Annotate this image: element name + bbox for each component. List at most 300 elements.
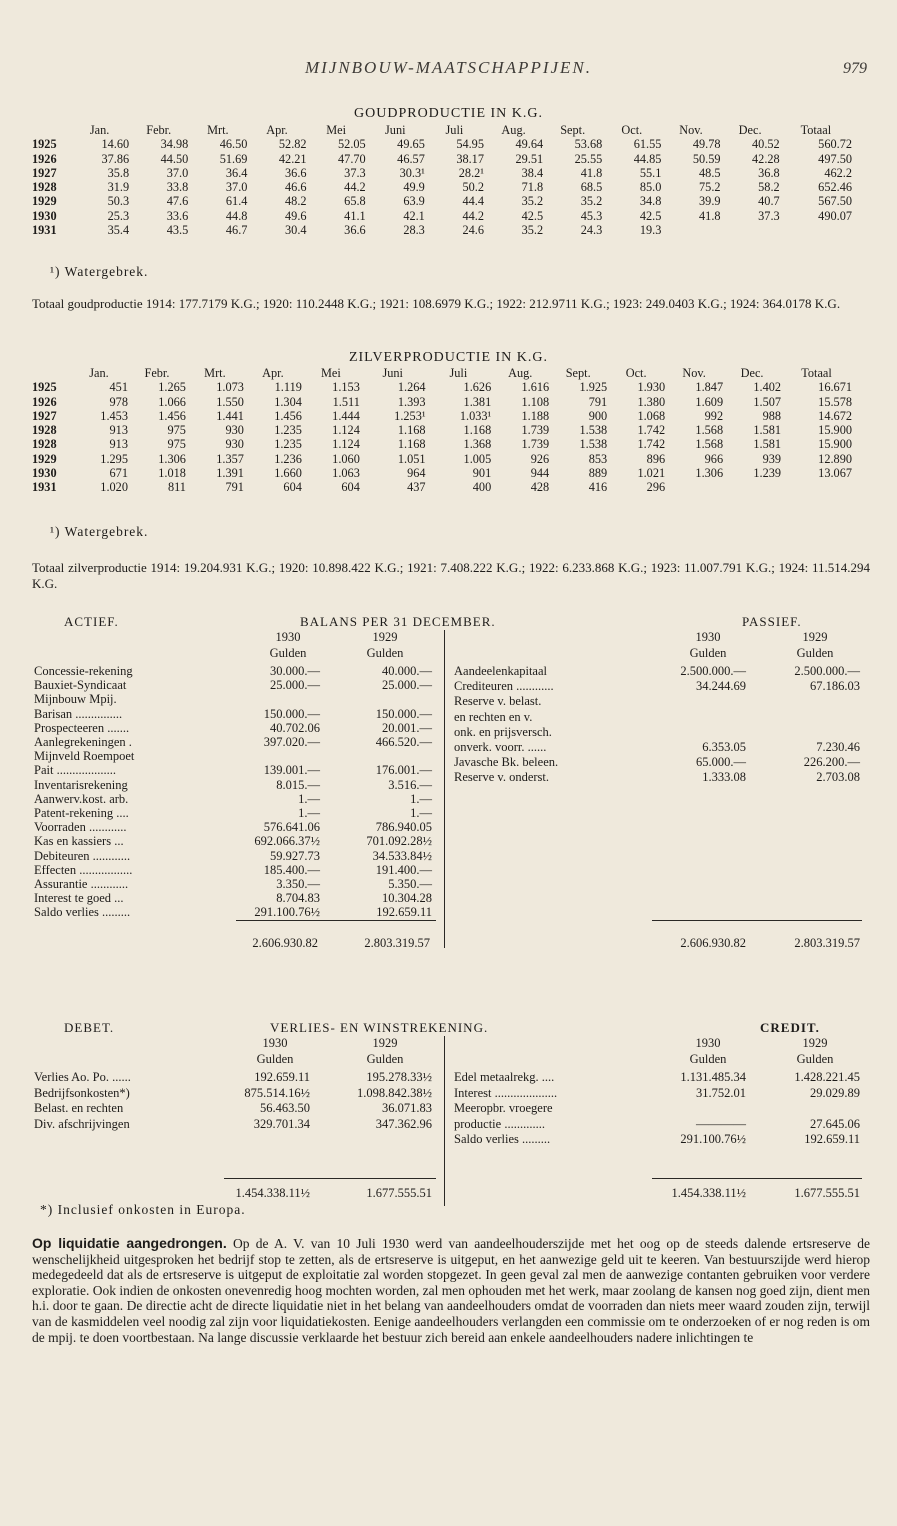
table-cell: 1.063: [332, 466, 360, 481]
ledger-row: [34, 707, 432, 721]
table-cell: 992: [704, 408, 724, 423]
table-cell: 35.8: [107, 165, 130, 180]
table-cell: 38.4: [521, 165, 544, 180]
table-row: [32, 166, 852, 180]
pnl-title: VERLIES- EN WINSTREKENING.: [270, 1020, 489, 1035]
pnl-year-1930-right: 1930: [695, 1036, 721, 1050]
ledger-value-1930: 34.244.69: [696, 679, 746, 694]
table-cell: 1.660: [274, 466, 302, 481]
table-cell: 567.50: [818, 194, 852, 209]
table-cell: 1.236: [274, 451, 302, 466]
paragraph-body: Op de A. V. van 10 Juli 1930 werd van aandeelhouderszijde met het oog op de steeds dalende ertsreserve de wenschelijkheid uitgesproken het bedrijf stop te zetten, als de ertsreserve is uitgeput, en het aanwezige geld uit te keeren. Van bestuurszijde werd hierop medegedeeld dat als de ertsreserve is uitgeput de exploitatie zal worden stopgezet. In geen geval zal men de aanwezige contanten gebruiken voor verdere exploratie. Ook indien de onkosten onevenredig hoog mochten worden, zal men ophouden met het werk, maar zoolang de kansen nog goed zijn, dient men h.i. door te gaan. De directie acht de directe liquidatie niet in het belang van aandeelhouders omdat de voorraden dan niets meer waard zouden zijn, terwijl van de kasmiddelen veel noodig zal zijn voor liquidatiekosten. Eenige aandeelhouders verlangden een commissie om te onderzoeken of er nog reden is om de mpij. te doen voortbestaan. Na lange discussie verklaarde het bestuur zich bereid aan enkele aandeelhouders nadere inlichtingen te: [32, 1236, 870, 1345]
ledger-label: Saldo verlies .........: [34, 905, 131, 920]
table-cell: 48.5: [699, 165, 721, 180]
pnl-unit-left-1: Gulden: [256, 1052, 294, 1066]
row-year: 1925: [32, 380, 57, 395]
ledger-value-1930: 1.—: [298, 791, 320, 806]
table-cell: 19.3: [639, 223, 662, 238]
table-cell: [661, 223, 720, 237]
pnl-footnote: *) Inclusief onkosten in Europa.: [40, 1202, 246, 1217]
ledger-label: Pait ...................: [34, 763, 116, 778]
table-cell: 1.108: [521, 394, 550, 409]
table-cell: 1.264: [397, 380, 426, 395]
ledger-label: Aanwerv.kost. arb.: [34, 791, 129, 806]
table-cell: [721, 223, 780, 237]
silver-column-header: Nov.: [682, 366, 706, 380]
table-cell: [780, 223, 852, 237]
table-cell: 889: [588, 466, 608, 481]
ledger-label: Div. afschrijvingen: [34, 1116, 130, 1131]
table-cell: 31.9: [107, 180, 130, 195]
pnl-unit-right-2: Gulden: [796, 1052, 834, 1066]
table-row: [32, 152, 852, 166]
gold-column-header: Mei: [326, 123, 347, 137]
table-cell: 25.3: [107, 208, 130, 223]
ledger-label: Patent-rekening ....: [34, 806, 129, 820]
ledger-label: Bedrijfsonkosten*): [34, 1085, 130, 1100]
table-cell: 913: [109, 423, 128, 438]
pnl-left-total-rule: [224, 1178, 436, 1179]
silver-column-header: Febr.: [144, 366, 170, 380]
page-header: [0, 58, 897, 86]
silver-totals: Totaal zilverproductie 1914: 19.204.931 K.G.; 1920: 10.898.422 K.G.; 1921: 7.408.222 K.G.; 1922: 6.233.868 K.G.; 1923: 11.007.791 K.G.; 1924: 11.514.294 K.G.: [32, 560, 870, 591]
table-cell: 1.265: [158, 380, 186, 395]
table-cell: 853: [588, 451, 608, 466]
balance-year-1929-right: 1929: [802, 630, 828, 644]
ledger-row: [34, 692, 432, 706]
balance-center-rule: [444, 630, 445, 948]
table-cell: 46.57: [397, 151, 425, 166]
table-cell: 42.5: [521, 208, 544, 223]
table-cell: 1.847: [695, 380, 724, 395]
ledger-value-1929: 466.520.—: [375, 735, 432, 749]
ledger-value-1929: 192.659.11: [376, 905, 432, 920]
row-year: 1930: [32, 466, 57, 481]
table-cell: 428: [530, 480, 550, 495]
table-row: [32, 423, 852, 437]
table-cell: 462.2: [824, 165, 852, 180]
table-cell: 14.60: [101, 137, 130, 152]
row-year: 1927: [32, 165, 57, 180]
table-cell: 15.900: [818, 423, 852, 438]
table-cell: 47.6: [166, 194, 189, 209]
ledger-value-1929: 150.000.—: [375, 706, 432, 721]
table-cell: 1.739: [521, 437, 550, 452]
ledger-label: Reserve v. belast.: [454, 694, 542, 709]
gold-production-title: GOUDPRODUCTIE IN K.G.: [354, 106, 543, 121]
table-cell: 1.168: [463, 423, 492, 438]
table-cell: 41.1: [344, 208, 366, 223]
table-row: [32, 180, 852, 194]
table-cell: 1.391: [216, 466, 244, 481]
ledger-value-1930: 30.000.—: [270, 664, 320, 678]
table-cell: [781, 480, 852, 494]
table-cell: 1.456: [158, 408, 186, 423]
ledger-value-1929: 10.304.28: [382, 891, 432, 906]
silver-header-row: [32, 366, 852, 380]
row-year: 1928: [32, 180, 57, 195]
ledger-row: [34, 792, 432, 806]
table-cell: 1.381: [463, 394, 492, 409]
ledger-row: [34, 905, 432, 919]
balance-right-total-rule: [652, 920, 862, 921]
gold-column-header: Aug.: [501, 123, 526, 137]
ledger-value-1929: 27.645.06: [810, 1116, 860, 1131]
ledger-value-1930: 40.702.06: [270, 720, 320, 735]
row-year: 1929: [32, 194, 57, 209]
table-cell: 1.153: [332, 380, 360, 395]
ledger-label: Aanlegrekeningen .: [34, 735, 132, 749]
table-cell: 58.2: [758, 180, 780, 195]
table-cell: 1.581: [753, 423, 782, 438]
table-cell: 1.742: [637, 423, 666, 438]
table-cell: 28.3: [403, 223, 425, 238]
table-cell: 975: [167, 423, 186, 438]
table-cell: 1.380: [637, 394, 666, 409]
silver-footnote: ¹) Watergebrek.: [50, 524, 149, 539]
silver-column-header: Juli: [449, 366, 468, 380]
ledger-label: onverk. voorr. ......: [454, 740, 547, 754]
table-cell: 560.72: [818, 137, 852, 152]
silver-header-blank: [32, 366, 70, 380]
table-cell: 46.50: [219, 137, 248, 152]
gold-column-header: Nov.: [679, 123, 703, 137]
ledger-value-1929: 25.000.—: [382, 678, 432, 693]
table-cell: 40.52: [752, 137, 780, 152]
ledger-label: Interest te goed ...: [34, 891, 124, 906]
ledger-label: Saldo verlies .........: [454, 1132, 551, 1146]
gold-column-header: Juni: [385, 123, 406, 137]
ledger-value-1929: 192.659.11: [804, 1132, 860, 1146]
table-cell: 45.3: [580, 208, 603, 223]
row-year: 1929: [32, 451, 57, 466]
table-cell: 30.3¹: [399, 165, 425, 180]
table-cell: 42.1: [403, 208, 425, 223]
table-cell: 52.82: [278, 137, 307, 152]
table-cell: 34.98: [160, 137, 189, 152]
table-cell: 930: [225, 423, 244, 438]
ledger-value-1929: 226.200.—: [803, 755, 860, 770]
table-cell: 1.066: [158, 394, 186, 409]
table-cell: 37.0: [166, 165, 189, 180]
ledger-value-1930: 291.100.76½: [680, 1132, 746, 1146]
table-cell: 1.393: [397, 394, 426, 409]
gold-column-header: Apr.: [266, 123, 288, 137]
ledger-row: [34, 877, 432, 891]
gold-header-row: [32, 123, 852, 137]
ledger-row: [34, 1070, 432, 1086]
table-cell: 61.4: [225, 194, 248, 209]
table-cell: 44.2: [344, 180, 366, 195]
table-cell: [665, 480, 723, 494]
table-cell: 36.8: [758, 165, 780, 180]
table-cell: 1.239: [753, 466, 782, 481]
gold-column-header: Oct.: [621, 123, 643, 137]
ledger-label: Reserve v. onderst.: [454, 770, 549, 785]
ledger-label: productie .............: [454, 1116, 545, 1131]
table-cell: 53.68: [574, 137, 603, 152]
balance-year-1930-left: 1930: [275, 630, 301, 644]
balance-unit-right-2: Gulden: [796, 646, 834, 660]
table-cell: 671: [109, 466, 128, 481]
table-cell: 63.9: [403, 194, 425, 209]
table-cell: 49.65: [397, 137, 425, 152]
silver-production-table: [32, 366, 852, 495]
ledger-label: Javasche Bk. beleen.: [454, 755, 559, 770]
ledger-value-1929: 5.350.—: [388, 877, 432, 891]
row-year: 1927: [32, 408, 57, 423]
table-cell: 1.925: [579, 380, 608, 395]
page-number: 979: [843, 60, 867, 77]
table-cell: 1.930: [637, 380, 666, 395]
ledger-value-1930: 8.015.—: [276, 777, 320, 792]
ledger-value-1930: 25.000.—: [270, 678, 320, 693]
ledger-label: Effecten .................: [34, 862, 133, 877]
ledger-row: [34, 735, 432, 749]
table-cell: 36.6: [285, 165, 307, 180]
table-cell: 42.28: [752, 151, 780, 166]
silver-column-header: Mei: [320, 366, 341, 380]
table-cell: 30.4: [285, 223, 307, 238]
table-cell: 1.616: [521, 380, 550, 395]
table-row: [32, 380, 852, 394]
table-cell: 1.253¹: [394, 408, 426, 423]
table-cell: 50.3: [107, 194, 130, 209]
ledger-row: [34, 834, 432, 848]
ledger-value-1929: 701.092.28½: [366, 834, 432, 849]
table-cell: 1.456: [274, 408, 302, 423]
gold-column-header: Totaal: [800, 123, 832, 137]
ledger-row: [34, 763, 432, 777]
table-cell: 1.306: [695, 466, 724, 481]
liquidation-paragraph: [32, 1236, 870, 1345]
running-title: MIJNBOUW-MAATSCHAPPIJEN.: [304, 58, 593, 77]
ledger-label: Interest ....................: [454, 1085, 558, 1100]
table-cell: 35.2: [580, 194, 603, 209]
table-cell: 791: [588, 394, 608, 409]
table-cell: 1.068: [637, 408, 666, 423]
ledger-label: en rechten en v.: [454, 709, 533, 724]
table-cell: 1.124: [332, 423, 360, 438]
table-cell: 41.8: [699, 208, 721, 223]
table-cell: 1.124: [332, 437, 360, 452]
ledger-value-1930: 576.641.06: [263, 820, 320, 835]
ledger-value-1929: 29.029.89: [810, 1085, 860, 1100]
table-cell: 604: [283, 480, 302, 495]
table-cell: 38.17: [456, 151, 484, 166]
table-cell: 33.6: [166, 208, 189, 223]
ledger-label: Edel metaalrekg. ....: [454, 1070, 555, 1084]
ledger-value-1929: 195.278.33½: [366, 1070, 432, 1084]
table-cell: 44.2: [462, 208, 484, 223]
table-row: [32, 480, 852, 494]
row-year: 1928: [32, 437, 57, 452]
pnl-unit-left-2: Gulden: [366, 1052, 404, 1066]
ledger-row: [34, 721, 432, 735]
table-cell: 451: [109, 380, 128, 395]
ledger-value-1929: 7.230.46: [816, 740, 860, 754]
ledger-row: [454, 1117, 860, 1133]
ledger-row: [34, 749, 432, 763]
ledger-value-1929: 176.001.—: [375, 763, 432, 778]
table-cell: 1.018: [158, 466, 186, 481]
table-cell: 966: [704, 451, 724, 466]
pnl-year-1930-left: 1930: [262, 1036, 288, 1050]
table-cell: 296: [646, 480, 666, 495]
balance-year-1930-right: 1930: [695, 630, 721, 644]
table-cell: 811: [167, 480, 186, 495]
ledger-value-1930: 692.066.37½: [254, 834, 320, 849]
table-cell: 15.900: [818, 437, 852, 452]
table-cell: 1.168: [397, 423, 426, 438]
ledger-value-1930: 3.350.—: [276, 877, 320, 891]
ledger-row: [454, 710, 860, 725]
table-cell: 50.59: [692, 151, 721, 166]
ledger-row: [34, 891, 432, 905]
gold-column-header: Mrt.: [207, 123, 229, 137]
ledger-value-1930: 8.704.83: [276, 891, 320, 906]
table-cell: 1.581: [753, 437, 782, 452]
table-cell: 944: [530, 466, 550, 481]
table-cell: 47.70: [338, 151, 366, 166]
table-cell: 36.4: [225, 165, 248, 180]
ledger-value-1929: 34.533.84½: [372, 848, 432, 863]
table-cell: 68.5: [580, 180, 603, 195]
row-year: 1928: [32, 423, 57, 438]
table-cell: 28.2¹: [458, 165, 484, 180]
table-cell: 1.609: [695, 394, 724, 409]
ledger-label: Inventarisrekening: [34, 777, 128, 792]
ledger-value-1929: 67.186.03: [810, 679, 860, 694]
table-cell: 1.051: [397, 451, 426, 466]
table-cell: 61.55: [633, 137, 662, 152]
row-year: 1926: [32, 151, 57, 166]
table-cell: 44.85: [633, 151, 662, 166]
table-cell: 24.6: [462, 223, 484, 238]
ledger-value-1929: 3.516.—: [388, 777, 432, 792]
ledger-label: Prospecteeren .......: [34, 720, 130, 735]
silver-column-header: Totaal: [801, 366, 832, 380]
gold-column-header: Febr.: [146, 123, 172, 137]
ledger-label: Verlies Ao. Po. ......: [34, 1070, 131, 1084]
silver-column-header: Apr.: [262, 366, 284, 380]
table-cell: 34.8: [639, 194, 662, 209]
ledger-row: [454, 1086, 860, 1102]
table-cell: 49.9: [403, 180, 425, 195]
table-cell: 54.95: [456, 137, 484, 152]
paragraph-lead: Op liquidatie aangedrongen.: [32, 1235, 227, 1251]
table-cell: 41.8: [580, 165, 603, 180]
table-cell: 35.2: [521, 223, 544, 238]
ledger-row: [454, 679, 860, 694]
table-cell: 49.78: [692, 137, 721, 152]
table-row: [32, 409, 852, 423]
silver-column-header: Aug.: [508, 366, 533, 380]
silver-column-header: Juni: [382, 366, 403, 380]
ledger-value-1929: 2.703.08: [816, 770, 860, 785]
silver-column-header: Sept.: [565, 366, 591, 380]
table-cell: 939: [762, 451, 782, 466]
table-cell: 14.672: [818, 408, 852, 423]
table-cell: [723, 480, 781, 494]
ledger-value-1930: 329.701.34: [253, 1116, 310, 1131]
silver-column-header: Dec.: [740, 366, 764, 380]
table-cell: 48.2: [285, 194, 307, 209]
row-year: 1926: [32, 394, 57, 409]
row-year: 1931: [32, 223, 57, 238]
ledger-row: [34, 1101, 432, 1117]
ledger-row: [454, 1101, 860, 1117]
table-cell: 29.51: [515, 151, 544, 166]
table-cell: 44.8: [225, 208, 248, 223]
ledger-value-1929: 40.000.—: [382, 664, 432, 678]
balance-unit-left-2: Gulden: [366, 646, 404, 660]
ledger-label: Voorraden ............: [34, 820, 127, 835]
ledger-row: [34, 664, 432, 678]
ledger-value-1929: 191.400.—: [375, 862, 432, 877]
ledger-value-1930: 2.500.000.—: [680, 664, 746, 678]
table-cell: 37.3: [344, 165, 366, 180]
ledger-row: [454, 1070, 860, 1086]
ledger-value-1929: 2.500.000.—: [794, 664, 860, 678]
ledger-value-1930: 1.131.485.34: [680, 1070, 746, 1084]
table-cell: 1.739: [521, 423, 550, 438]
ledger-value-1929: 1.—: [410, 806, 432, 820]
table-cell: 1.295: [100, 451, 128, 466]
gold-totals: Totaal goudproductie 1914: 177.7179 K.G.; 1920: 110.2448 K.G.; 1921: 108.6979 K.G.; 1922: 212.9711 K.G.; 1923: 249.0403 K.G.; 1924: 364.0178 K.G.: [32, 296, 841, 311]
pnl-left-title: DEBET.: [64, 1020, 115, 1035]
ledger-row: [34, 820, 432, 834]
table-cell: 15.578: [818, 394, 852, 409]
table-cell: 39.9: [699, 194, 721, 209]
ledger-label: Concessie-rekening: [34, 664, 133, 678]
row-year: 1930: [32, 208, 57, 223]
table-cell: 71.8: [521, 180, 544, 195]
ledger-value-1930: 1.333.08: [702, 770, 746, 785]
table-cell: 1.441: [216, 408, 244, 423]
table-cell: 16.671: [818, 380, 852, 395]
ledger-row: [34, 863, 432, 877]
ledger-label: Assurantie ............: [34, 877, 129, 891]
table-row: [32, 194, 852, 208]
table-row: [32, 137, 852, 151]
table-row: [32, 437, 852, 451]
ledger-value-1930: 875.514.16½: [244, 1085, 310, 1100]
table-cell: 988: [762, 408, 782, 423]
gold-column-header: Sept.: [560, 123, 586, 137]
gold-column-header: Juli: [445, 123, 464, 137]
ledger-row: [454, 694, 860, 709]
pnl-credit-total: 1.454.338.11½ 1.677.555.51: [671, 1186, 860, 1200]
ledger-label: Aandeelenkapitaal: [454, 664, 548, 678]
ledger-row: [34, 1086, 432, 1102]
table-row: [32, 466, 852, 480]
ledger-row: [454, 755, 860, 770]
pnl-debit-total: 1.454.338.11½ 1.677.555.51: [235, 1186, 432, 1200]
pnl-right-total-rule: [652, 1178, 862, 1179]
table-cell: 25.55: [574, 151, 603, 166]
table-cell: 1.235: [274, 423, 302, 438]
pnl-year-1929-right: 1929: [802, 1036, 828, 1050]
gold-header-blank: [32, 123, 70, 137]
gold-footnote: ¹) Watergebrek.: [50, 264, 149, 279]
balance-title: BALANS PER 31 DECEMBER.: [300, 614, 496, 629]
table-cell: 1.742: [637, 437, 666, 452]
ledger-label: Mijnveld Roempoet: [34, 749, 135, 764]
ledger-label: Bauxiet-Syndicaat: [34, 678, 127, 693]
ledger-row: [454, 1132, 860, 1148]
ledger-label: onk. en prijsversch.: [454, 724, 552, 739]
